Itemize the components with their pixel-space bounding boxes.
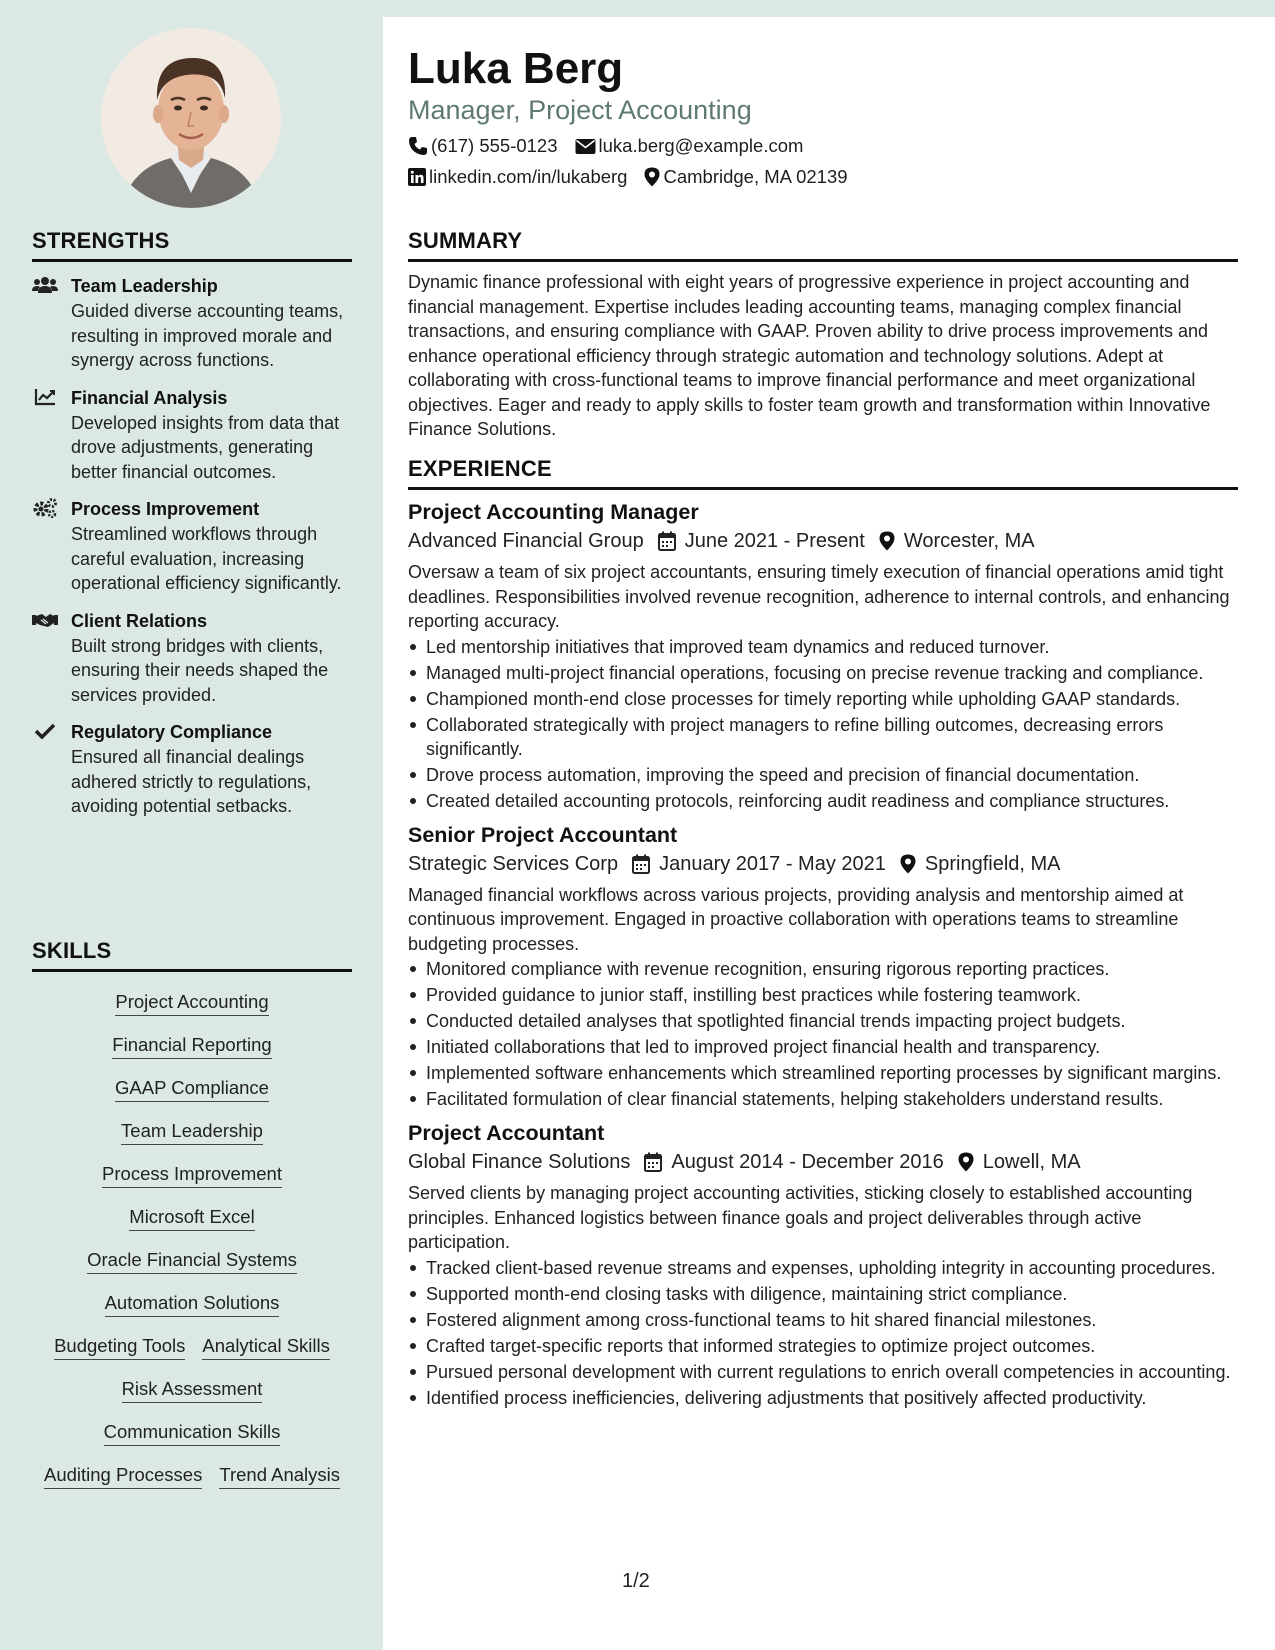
job-bullet: Monitored compliance with revenue recognition, ensuring rigorous reporting practices. xyxy=(408,957,1238,981)
job-bullet: Crafted target-specific reports that informed strategies to optimize project outcomes. xyxy=(408,1334,1238,1358)
strengths-heading: STRENGTHS xyxy=(32,228,352,262)
skill-tag: Budgeting Tools xyxy=(54,1334,185,1360)
location-text: Cambridge, MA 02139 xyxy=(663,166,848,187)
map-pin-icon xyxy=(958,1152,974,1172)
skill-tag: Oracle Financial Systems xyxy=(87,1248,297,1274)
job-location-text: Lowell, MA xyxy=(982,1151,1081,1173)
job-bullet: Fostered alignment among cross-functional teams to hit shared financial milestones. xyxy=(408,1308,1238,1332)
company-name: Advanced Financial Group xyxy=(408,530,644,552)
strength-description: Built strong bridges with clients, ensuring their needs shaped the services provided. xyxy=(71,635,329,705)
job-dates xyxy=(644,1147,943,1177)
contact-linkedin[interactable] xyxy=(408,166,627,188)
job-summary: Served clients by managing project accounting activities, sticking closely to established accounting principles. Enhanced logistics between finance goals and project deliverables through active participation. xyxy=(408,1183,1193,1252)
job-meta xyxy=(408,1147,1238,1177)
job-dates-text: June 2021 - Present xyxy=(684,530,865,552)
company-name: Global Finance Solutions xyxy=(408,1151,631,1173)
email-text[interactable]: luka.berg@example.com xyxy=(598,135,804,156)
company-name: Strategic Services Corp xyxy=(408,852,619,875)
job-location xyxy=(879,526,1035,556)
job-dates xyxy=(632,849,886,879)
summary-section xyxy=(408,228,1238,442)
job-bullet: Supported month-end closing tasks with diligence, maintaining strict compliance. xyxy=(408,1282,1238,1306)
job-bullet: Pursued personal development with current regulations to enrich overall competencies in accounting. xyxy=(408,1360,1238,1384)
portrait-image xyxy=(101,28,281,208)
skill-tag: Project Accounting xyxy=(115,990,268,1016)
strength-description: Guided diverse accounting teams, resulting in improved morale and synergy across functions. xyxy=(71,301,344,370)
chart-line-icon xyxy=(32,387,58,407)
job-dates xyxy=(658,526,865,556)
job-bullet: Facilitated formulation of clear financial statements, helping stakeholders understand results. xyxy=(408,1087,1238,1111)
skill-tag: GAAP Compliance xyxy=(115,1076,269,1102)
job-location-text: Worcester, MA xyxy=(903,530,1035,552)
strength-description: Developed insights from data that drove adjustments, generating better financial outcomes. xyxy=(71,412,340,482)
job-location xyxy=(900,849,1061,879)
contact-row-1 xyxy=(408,135,820,157)
skill-tag: Microsoft Excel xyxy=(129,1205,254,1231)
strength-title: Financial Analysis xyxy=(71,387,228,408)
skill-tag: Trend Analysis xyxy=(219,1463,340,1489)
map-pin-icon xyxy=(879,531,895,551)
strengths-section xyxy=(32,228,352,832)
job-bullet: Managed multi-project financial operations, focusing on precise revenue tracking and compliance. xyxy=(408,661,1238,685)
page-number: 1/2 xyxy=(622,1570,650,1592)
skill-tag: Financial Reporting xyxy=(112,1033,271,1059)
job-bullet: Led mentorship initiatives that improved team dynamics and reduced turnover. xyxy=(408,635,1238,659)
strength-description: Ensured all financial dealings adhered strictly to regulations, avoiding potential setbacks. xyxy=(71,747,312,816)
strength-description: Streamlined workflows through careful evaluation, increasing operational efficiency significantly. xyxy=(71,524,342,593)
calendar-icon xyxy=(658,531,676,551)
skills-heading: SKILLS xyxy=(32,938,352,972)
contact-phone xyxy=(408,135,558,157)
handshake-icon xyxy=(32,610,58,630)
skill-tag: Auditing Processes xyxy=(44,1463,202,1489)
job-bullet: Drove process automation, improving the speed and precision of financial documentation. xyxy=(408,763,1238,787)
job-bullet: Collaborated strategically with project managers to refine billing outcomes, decreasing errors significantly. xyxy=(408,713,1238,761)
job-bullet: Provided guidance to junior staff, instilling best practices while fostering teamwork. xyxy=(408,983,1238,1007)
job-meta xyxy=(408,526,1238,556)
check-icon xyxy=(32,721,58,741)
summary-text: Dynamic finance professional with eight years of progressive experience in project accounting and financial management. Expertise includes leading accounting teams, managing complex financial transactions, and ensuring compliance with GAAP. Proven ability to drive process improvements and enhance operational efficiency through strategic automation and technology solutions. Adept at collaborating with cross-functional teams to improve financial performance and meet organizational objectives. Eager and ready to apply skills to foster team growth and transformation within Innovative Finance Solutions. xyxy=(408,272,1211,439)
strength-item xyxy=(32,274,352,373)
skills-section xyxy=(32,938,352,1489)
job-meta xyxy=(408,849,1238,879)
calendar-icon xyxy=(632,854,650,874)
job-summary: Managed financial workflows across various projects, providing analysis and mentorship aimed at continuous improvement. Engaged in proactive collaboration with operations teams to streamline budgeting processes. xyxy=(408,884,1184,954)
experience-section xyxy=(408,456,1238,1418)
job-dates-text: August 2014 - December 2016 xyxy=(671,1151,944,1173)
gears-icon xyxy=(32,498,58,518)
job-title: Project Accountant xyxy=(408,1121,605,1145)
job-title: Project Accounting Manager xyxy=(408,500,699,524)
envelope-icon xyxy=(575,138,596,155)
contact-location xyxy=(644,166,847,188)
job-location-text: Springfield, MA xyxy=(924,852,1061,875)
job-location xyxy=(958,1147,1081,1177)
job-entry xyxy=(408,1119,1238,1410)
candidate-title: Manager, Project Accounting xyxy=(408,95,752,125)
strengths-list xyxy=(32,262,352,819)
skill-tag: Analytical Skills xyxy=(202,1334,330,1360)
map-pin-icon xyxy=(644,167,660,187)
skill-tag: Team Leadership xyxy=(121,1119,263,1145)
job-entry xyxy=(408,498,1238,813)
job-bullet: Identified process inefficiencies, delivering adjustments that positively affected productivity. xyxy=(408,1386,1238,1410)
candidate-name: Luka Berg xyxy=(408,44,624,93)
main-content xyxy=(383,17,1275,1650)
job-bullet: Created detailed accounting protocols, reinforcing audit readiness and compliance structures. xyxy=(408,789,1238,813)
job-bullets xyxy=(408,1256,1238,1410)
job-summary: Oversaw a team of six project accountants, ensuring timely execution of financial operations amid tight deadlines. Responsibilities involved revenue recognition, adherence to internal controls, and enhancing reporting accuracy. xyxy=(408,562,1230,631)
job-entry xyxy=(408,821,1238,1112)
strength-item xyxy=(32,720,352,819)
strength-title: Client Relations xyxy=(71,610,208,631)
skill-tag: Risk Assessment xyxy=(122,1377,263,1403)
job-dates-text: January 2017 - May 2021 xyxy=(659,852,886,875)
job-bullets xyxy=(408,957,1238,1111)
users-icon xyxy=(32,275,58,295)
strength-item xyxy=(32,497,352,596)
skill-tag: Process Improvement xyxy=(102,1162,282,1188)
contact-email[interactable] xyxy=(575,135,804,157)
skills-list xyxy=(32,972,352,1489)
calendar-icon xyxy=(644,1152,662,1172)
job-title: Senior Project Accountant xyxy=(408,822,678,847)
map-pin-icon xyxy=(900,854,916,874)
profile-photo xyxy=(101,28,281,208)
sidebar xyxy=(0,0,383,1650)
contact-row-2 xyxy=(408,166,865,188)
job-bullet: Championed month-end close processes for timely reporting while upholding GAAP standards. xyxy=(408,687,1238,711)
linkedin-text[interactable]: linkedin.com/in/lukaberg xyxy=(429,166,628,187)
job-bullet: Implemented software enhancements which streamlined reporting processes by significant margins. xyxy=(408,1061,1238,1085)
experience-heading: EXPERIENCE xyxy=(408,456,1238,490)
phone-text: (617) 555-0123 xyxy=(431,135,558,156)
job-bullet: Conducted detailed analyses that spotlighted financial trends impacting project budgets. xyxy=(408,1009,1238,1033)
skill-tag: Communication Skills xyxy=(104,1420,281,1446)
summary-heading: SUMMARY xyxy=(408,228,1238,262)
skill-tag: Automation Solutions xyxy=(105,1291,280,1317)
strength-item xyxy=(32,386,352,485)
strength-title: Team Leadership xyxy=(71,276,218,296)
strength-title: Regulatory Compliance xyxy=(71,722,273,742)
job-bullets xyxy=(408,635,1238,813)
strength-item xyxy=(32,609,352,708)
phone-icon xyxy=(408,136,428,156)
strength-title: Process Improvement xyxy=(71,499,260,519)
linkedin-icon xyxy=(408,168,426,186)
job-bullet: Initiated collaborations that led to improved project financial health and transparency. xyxy=(408,1035,1238,1059)
job-bullet: Tracked client-based revenue streams and expenses, upholding integrity in accounting procedures. xyxy=(408,1256,1238,1280)
